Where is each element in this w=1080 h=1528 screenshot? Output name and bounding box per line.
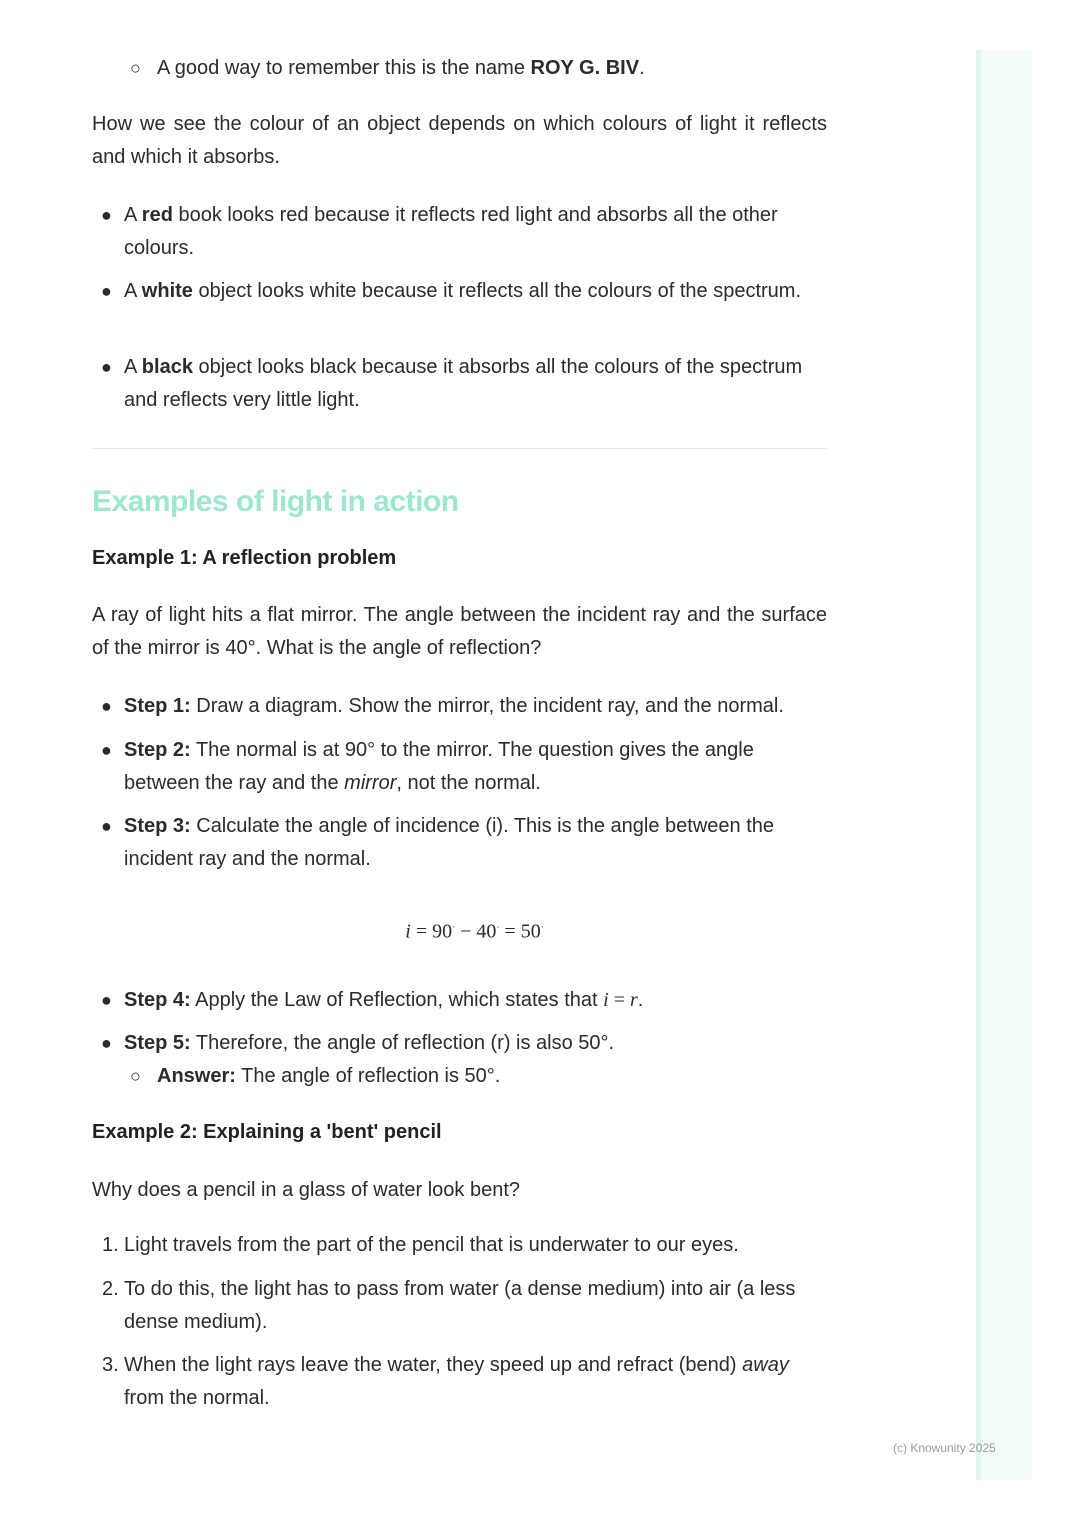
bullet-dot-icon: ● — [101, 281, 112, 301]
example-2-question: Why does a pencil in a glass of water look bent? — [92, 1179, 521, 1201]
bullet-dot-icon: ● — [101, 816, 112, 836]
step-3-item: ● Step 3: Calculate the angle of incidence (i). This is the angle between the incident ray and the normal. — [92, 810, 827, 876]
colour-bullet-white: ● A white object looks white because it reflects all the colours of the spectrum. — [92, 275, 827, 308]
mnemonic-name: ROY G. BIV — [530, 57, 640, 79]
circle-bullet-icon: ○ — [130, 58, 141, 78]
circle-bullet-icon: ○ — [130, 1066, 141, 1086]
step-5-item: ● Step 5: Therefore, the angle of reflection (r) is also 50°. — [92, 1027, 827, 1060]
mnemonic-text: A good way to remember this is the name — [157, 57, 531, 79]
right-margin-accent-line — [976, 50, 981, 1480]
numbered-item-1: 1. Light travels from the part of the pencil that is underwater to our eyes. — [102, 1234, 739, 1256]
colour-bullet-black: ● A black object looks black because it absorbs all the colours of the spectrum and reflects very little light. — [92, 351, 827, 417]
mnemonic-suffix: . — [639, 57, 645, 79]
mnemonic-item — [92, 52, 827, 85]
copyright-footer: (c) Knowunity 2025 — [893, 1441, 996, 1455]
section-divider — [92, 448, 827, 449]
colour-intro-paragraph: How we see the colour of an object depends on which colours of light it reflects and which it absorbs. — [92, 113, 827, 168]
right-margin-panel — [976, 50, 1032, 1480]
example-1-heading: Example 1: A reflection problem — [92, 547, 397, 569]
example-2-heading: Example 2: Explaining a 'bent' pencil — [92, 1121, 442, 1143]
step-2-item: ● Step 2: The normal is at 90° to the mirror. The question gives the angle between the ray and the mirror, not the normal. — [92, 734, 827, 800]
section-title: Examples of light in action — [92, 485, 459, 518]
bullet-dot-icon: ● — [101, 990, 112, 1010]
numbered-item-2: 2. To do this, the light has to pass from water (a dense medium) into air (a less dense medium). — [102, 1278, 796, 1333]
angle-equation: i = 90· − 40· = 50· — [405, 920, 544, 943]
bullet-dot-icon: ● — [101, 740, 112, 760]
example-1-question: A ray of light hits a flat mirror. The angle between the incident ray and the surface of the mirror is 40°. What is the angle of reflection? — [92, 604, 827, 659]
answer-item: ○ Answer: The angle of reflection is 50°. — [92, 1060, 827, 1093]
bullet-dot-icon: ● — [101, 696, 112, 716]
step-4-item: ● Step 4: Apply the Law of Reflection, which states that i = r. — [92, 984, 827, 1017]
bullet-dot-icon: ● — [101, 1033, 112, 1053]
numbered-item-3: 3. When the light rays leave the water, they speed up and refract (bend) away from the normal. — [102, 1354, 789, 1409]
bullet-dot-icon: ● — [101, 357, 112, 377]
colour-bullet-red: ● A red book looks red because it reflects red light and absorbs all the other colours. — [92, 199, 827, 265]
step-1-item: ● Step 1: Draw a diagram. Show the mirror, the incident ray, and the normal. — [92, 690, 827, 723]
bullet-dot-icon: ● — [101, 205, 112, 225]
